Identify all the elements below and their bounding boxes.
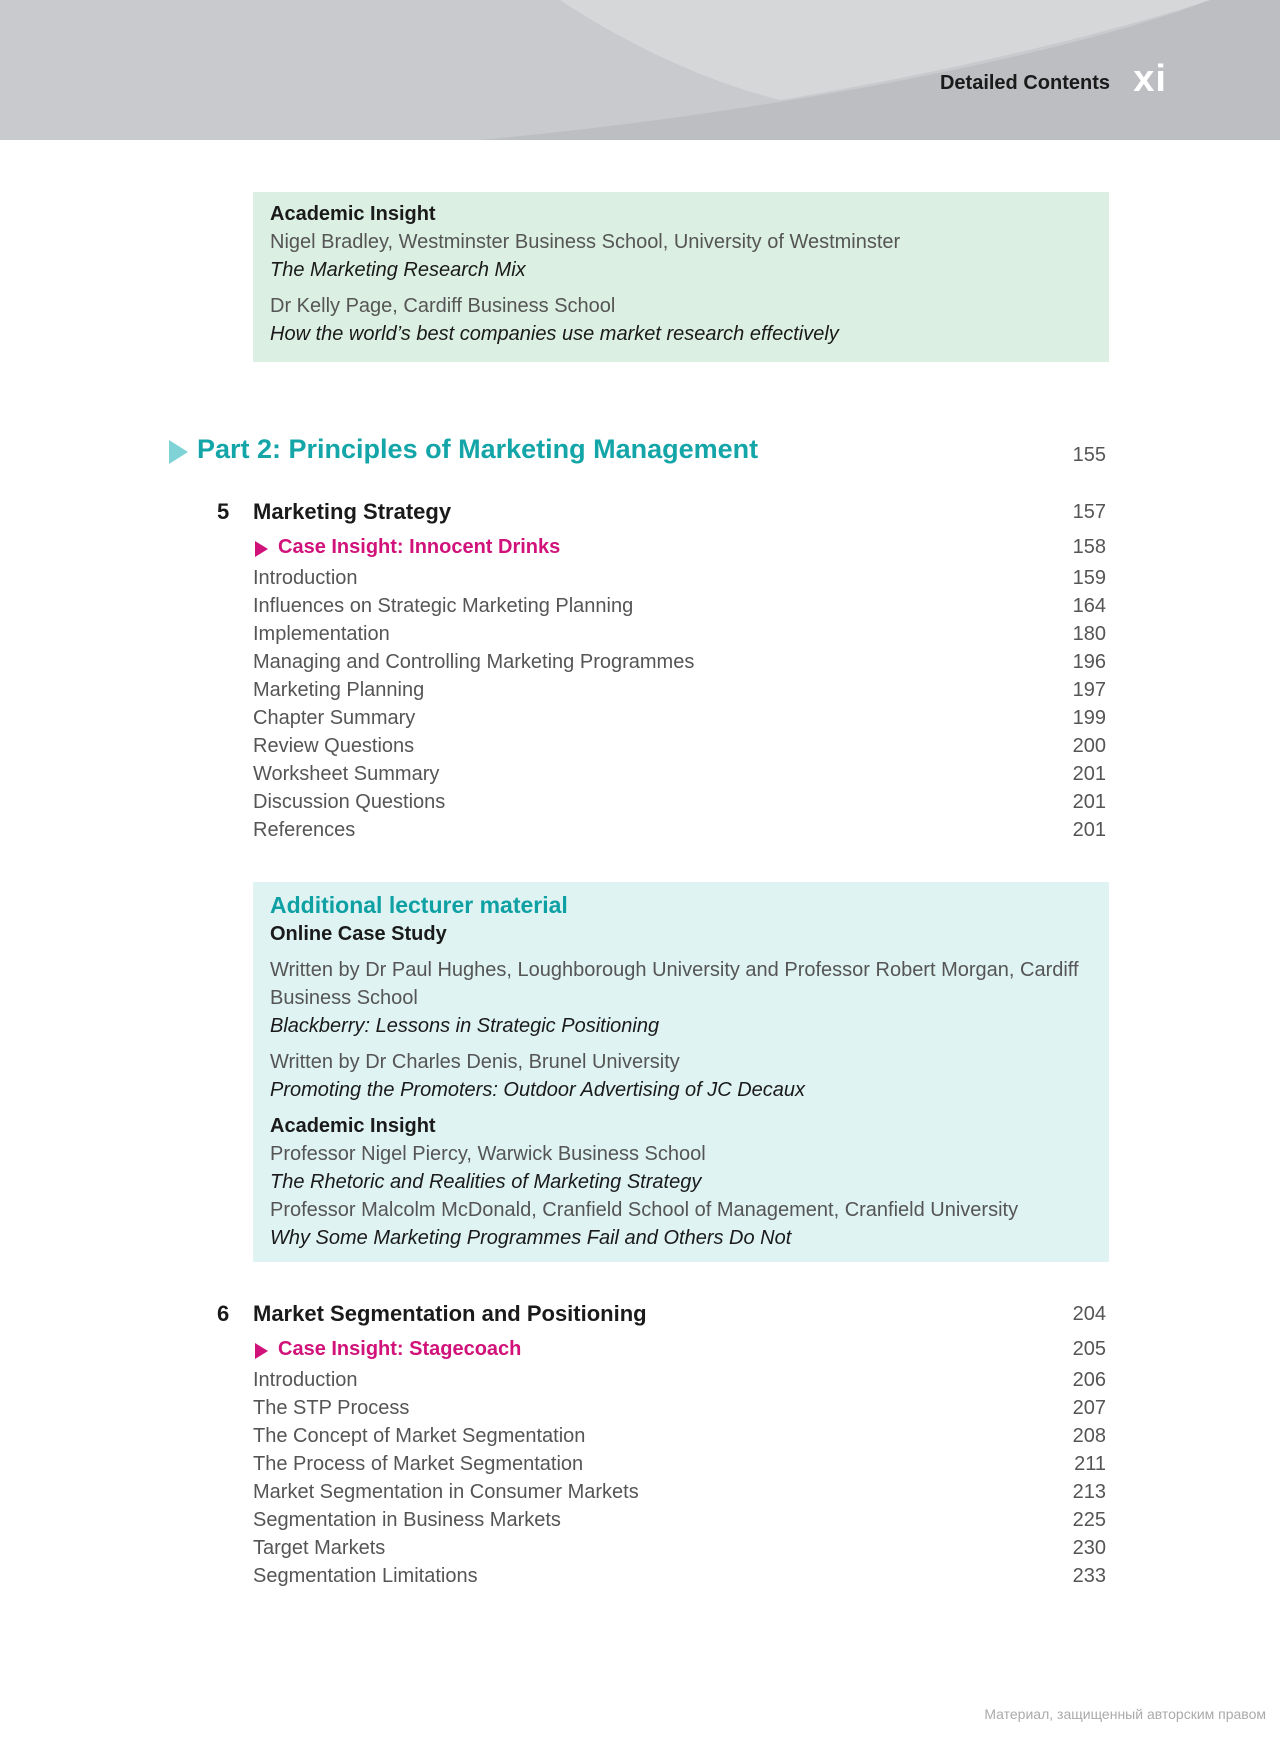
toc-entry (210, 819, 1109, 847)
entry-label: Managing and Controlling Marketing Programmes (253, 651, 695, 673)
box-heading: Academic Insight (270, 203, 436, 225)
entry-page: 211 (1074, 1453, 1106, 1475)
insight-author: Professor Nigel Piercy, Warwick Business School (270, 1143, 706, 1165)
entry-label: Marketing Planning (253, 679, 425, 701)
entry-page: 225 (1072, 1509, 1106, 1531)
toc-entry (210, 1369, 1109, 1397)
entry-page: 200 (1072, 735, 1106, 757)
chapter-title: Marketing Strategy (253, 499, 452, 524)
toc-entry (210, 735, 1109, 763)
insight-author: Dr Kelly Page, Cardiff Business School (270, 295, 616, 317)
toc-entry (210, 1425, 1109, 1453)
case-insight-title: Case Insight: Innocent Drinks (278, 536, 561, 558)
part-page: 155 (1072, 444, 1106, 466)
entry-label: Chapter Summary (253, 707, 416, 729)
entry-page: 199 (1072, 707, 1106, 729)
academic-insight-box (253, 192, 1109, 362)
toc-entry (210, 567, 1109, 595)
part-arrow-icon (169, 440, 188, 464)
insight-title: The Marketing Research Mix (270, 259, 526, 281)
entry-label: Influences on Strategic Marketing Planning (253, 595, 634, 617)
chapter-number: 5 (217, 499, 230, 524)
insight-author: Nigel Bradley, Westminster Business School, University of Westminster (270, 231, 901, 253)
case-arrow-icon (255, 1343, 268, 1359)
toc-entry (210, 763, 1109, 791)
case-study-author-cont: Business School (270, 987, 418, 1009)
page-number: xi (1133, 58, 1167, 100)
chapter-title: Market Segmentation and Positioning (253, 1301, 647, 1326)
entry-label: Target Markets (253, 1537, 386, 1559)
entry-page: 233 (1072, 1565, 1106, 1587)
case-study-title: Blackberry: Lessons in Strategic Positioning (270, 1015, 660, 1037)
toc-entry (210, 623, 1109, 651)
entry-page: 201 (1072, 763, 1106, 785)
toc-entry (210, 1453, 1109, 1481)
entry-label: The STP Process (253, 1397, 410, 1419)
entry-page: 213 (1072, 1481, 1106, 1503)
insight-title: The Rhetoric and Realities of Marketing Strategy (270, 1171, 702, 1193)
case-insight-page: 205 (1072, 1338, 1106, 1360)
insight-title: How the world’s best companies use market research effectively (270, 323, 839, 345)
toc-entry (210, 679, 1109, 707)
entry-label: Worksheet Summary (253, 763, 440, 785)
entry-label: Review Questions (253, 735, 415, 757)
toc-entry (210, 707, 1109, 735)
entry-page: 207 (1072, 1397, 1106, 1419)
toc-entry (210, 1509, 1109, 1537)
chapter-number: 6 (217, 1301, 230, 1326)
entry-page: 197 (1072, 679, 1106, 701)
chapter-5 (210, 496, 1109, 847)
entry-page: 164 (1072, 595, 1106, 617)
entry-page: 206 (1072, 1369, 1106, 1391)
case-insight-title: Case Insight: Stagecoach (278, 1338, 522, 1360)
page-header (0, 0, 1280, 140)
lecturer-material-box (253, 882, 1109, 1262)
chapter-heading (210, 1298, 1109, 1334)
entry-page: 201 (1072, 791, 1106, 813)
toc-entry (210, 1537, 1109, 1565)
case-insight (210, 532, 1109, 567)
toc-entry (210, 595, 1109, 623)
toc-entry (210, 791, 1109, 819)
chapter-page: 157 (1072, 501, 1106, 523)
header-swoosh (0, 0, 1280, 140)
running-header-title: Detailed Contents (939, 72, 1110, 94)
entry-label: Introduction (253, 1369, 358, 1391)
case-study-author: Written by Dr Charles Denis, Brunel University (270, 1051, 680, 1073)
entry-label: The Process of Market Segmentation (253, 1453, 584, 1475)
case-arrow-icon (255, 541, 268, 557)
entry-page: 201 (1072, 819, 1106, 841)
entry-label: Introduction (253, 567, 358, 589)
box-heading: Additional lecturer material (270, 892, 568, 918)
entry-label: References (253, 819, 356, 841)
insight-author: Professor Malcolm McDonald, Cranfield School of Management, Cranfield University (270, 1199, 1019, 1221)
box-subheading: Online Case Study (270, 923, 447, 945)
toc-entry (210, 1397, 1109, 1425)
entry-label: Segmentation in Business Markets (253, 1509, 561, 1531)
chapter-page: 204 (1072, 1303, 1106, 1325)
entry-page: 159 (1072, 567, 1106, 589)
entry-label: Implementation (253, 623, 390, 645)
part-title: Part 2: Principles of Marketing Management (197, 434, 759, 464)
case-study-title: Promoting the Promoters: Outdoor Advertising of JC Decaux (270, 1079, 806, 1101)
chapter-6 (210, 1298, 1109, 1593)
insight-title: Why Some Marketing Programmes Fail and Others Do Not (270, 1227, 792, 1249)
entry-label: Market Segmentation in Consumer Markets (253, 1481, 639, 1503)
entry-page: 208 (1072, 1425, 1106, 1447)
toc-entry (210, 1481, 1109, 1509)
copyright-watermark: Материал, защищенный авторским правом (984, 1706, 1266, 1722)
part-heading (169, 434, 1109, 474)
toc-entry (210, 651, 1109, 679)
case-insight-page: 158 (1072, 536, 1106, 558)
case-insight (210, 1334, 1109, 1369)
entry-page: 180 (1072, 623, 1106, 645)
entry-label: Segmentation Limitations (253, 1565, 478, 1587)
case-study-author: Written by Dr Paul Hughes, Loughborough University and Professor Robert Morgan, Cardiff (270, 959, 1079, 981)
academic-insight-heading: Academic Insight (270, 1115, 436, 1137)
entry-label: The Concept of Market Segmentation (253, 1425, 586, 1447)
entry-page: 196 (1072, 651, 1106, 673)
entry-page: 230 (1072, 1537, 1106, 1559)
chapter-heading (210, 496, 1109, 532)
entry-label: Discussion Questions (253, 791, 446, 813)
toc-entry (210, 1565, 1109, 1593)
